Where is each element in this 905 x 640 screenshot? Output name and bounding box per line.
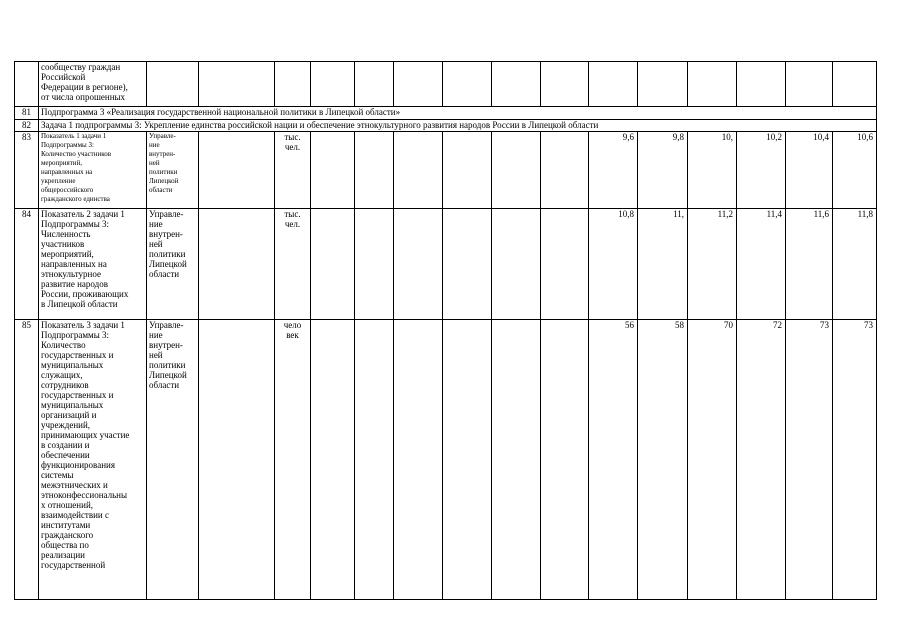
value-cell (833, 62, 877, 107)
value-cell: 11,6 (786, 209, 833, 320)
row-index-cell (15, 62, 39, 107)
unit-cell: тыс. чел. (275, 132, 311, 209)
empty-cell (541, 209, 589, 320)
empty-cell (311, 209, 355, 320)
table-row-subprogram (15, 107, 877, 120)
value-cell (589, 62, 638, 107)
value-cell: 56 (589, 320, 638, 600)
table-row (15, 209, 877, 320)
empty-cell (199, 320, 275, 600)
unit-cell (275, 62, 311, 107)
value-cell: 70 (688, 320, 737, 600)
empty-cell (355, 209, 394, 320)
indicator-name-cell: Показатель 1 задачи 1 Подпрограммы 3: Количество участников мероприятий, направленных на укрепление общероссийского гражданского единства (39, 132, 147, 209)
value-cell (638, 62, 688, 107)
department-cell: Управле- ние внутрен- ней политики Липецкой области (147, 320, 199, 600)
department-cell: Управле- ние внутрен- ней политики Липецкой области (147, 132, 199, 209)
indicator-name-cell: Показатель 3 задачи 1 Подпрограммы 3: Количество государственных и муниципальных служащих, сотрудников государственных и муниципальных организаций и учреждений, принимающих участие в создании и обеспечении функционирования системы межэтнических и этноконфессиональны х отношений, взаимодействии с институтами гражданского общества по реализации государственной (39, 320, 147, 600)
empty-cell (311, 132, 355, 209)
empty-cell (199, 62, 275, 107)
value-cell: 72 (737, 320, 786, 600)
empty-cell (394, 62, 443, 107)
empty-cell (394, 320, 443, 600)
row-index-cell: 83 (15, 132, 39, 209)
value-cell: 73 (833, 320, 877, 600)
subprogram-title-cell: Подпрограмма 3 «Реализация государственной национальной политики в Липецкой области» (39, 107, 877, 120)
value-cell (786, 62, 833, 107)
indicator-name-cell: сообществу граждан Российской Федерации в регионе), от числа опрошенных (39, 62, 147, 107)
value-cell: 58 (638, 320, 688, 600)
empty-cell (443, 62, 492, 107)
value-cell: 11,2 (688, 209, 737, 320)
empty-cell (541, 320, 589, 600)
row-index-cell: 82 (15, 120, 39, 132)
empty-cell (311, 62, 355, 107)
empty-cell (492, 209, 541, 320)
value-cell: 11,4 (737, 209, 786, 320)
empty-cell (199, 209, 275, 320)
department-cell (147, 62, 199, 107)
empty-cell (443, 320, 492, 600)
empty-cell (199, 132, 275, 209)
value-cell: 9,8 (638, 132, 688, 209)
empty-cell (443, 209, 492, 320)
empty-cell (311, 320, 355, 600)
row-index-cell: 85 (15, 320, 39, 600)
empty-cell (541, 132, 589, 209)
table-row (15, 132, 877, 209)
table-row (15, 320, 877, 600)
department-cell: Управле- ние внутрен- ней политики Липецкой области (147, 209, 199, 320)
empty-cell (492, 62, 541, 107)
indicator-name-cell: Показатель 2 задачи 1 Подпрограммы 3: Численность участников мероприятий, направленных на этнокультурное развитие народов России, проживающих в Липецкой области (39, 209, 147, 320)
row-index-cell: 81 (15, 107, 39, 120)
value-cell: 10,2 (737, 132, 786, 209)
unit-cell: чело век (275, 320, 311, 600)
value-cell (737, 62, 786, 107)
empty-cell (443, 132, 492, 209)
indicators-table (14, 61, 877, 600)
empty-cell (394, 132, 443, 209)
empty-cell (355, 320, 394, 600)
empty-cell (541, 62, 589, 107)
value-cell (688, 62, 737, 107)
value-cell: 73 (786, 320, 833, 600)
value-cell: 10, (688, 132, 737, 209)
empty-cell (492, 320, 541, 600)
row-index-cell: 84 (15, 209, 39, 320)
value-cell: 10,6 (833, 132, 877, 209)
empty-cell (394, 209, 443, 320)
task-title-cell: Задача 1 подпрограммы 3: Укрепление единства российской нации и обеспечение этнокультурного развития народов России в Липецкой области (39, 120, 877, 132)
value-cell: 10,8 (589, 209, 638, 320)
table-row-continuation (15, 62, 877, 107)
unit-cell: тыс. чел. (275, 209, 311, 320)
value-cell: 10,4 (786, 132, 833, 209)
value-cell: 9,6 (589, 132, 638, 209)
value-cell: 11,8 (833, 209, 877, 320)
table-row-task (15, 120, 877, 132)
empty-cell (492, 132, 541, 209)
empty-cell (355, 62, 394, 107)
empty-cell (355, 132, 394, 209)
value-cell: 11, (638, 209, 688, 320)
